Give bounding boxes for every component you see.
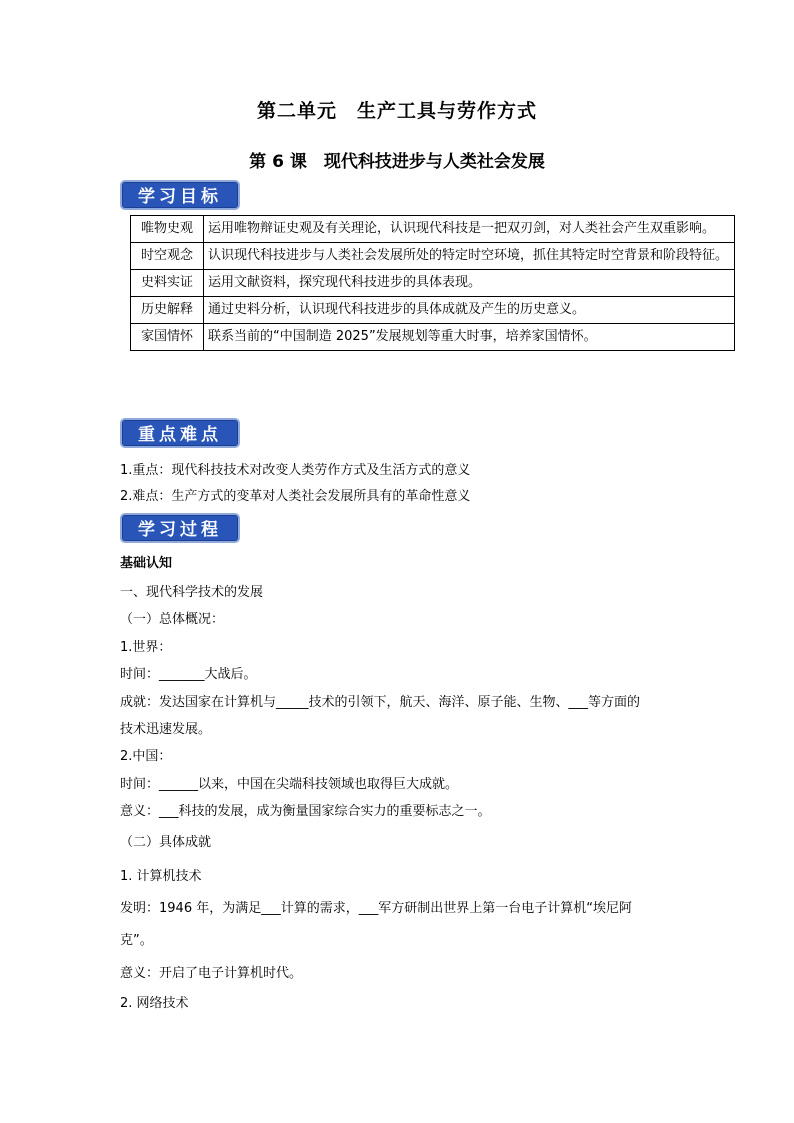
goal-key: 史料实证 xyxy=(131,270,204,297)
lesson-title: 第 6 课 现代科技进步与人类社会发展 xyxy=(249,152,545,172)
badge-learning-goals: 学习目标 xyxy=(120,180,240,210)
text-line: （一）总体概况： xyxy=(120,612,225,627)
text-line: 一、现代科学技术的发展 xyxy=(120,585,264,600)
text-line: 意义：开启了电子计算机时代。 xyxy=(120,966,303,981)
table-row xyxy=(131,243,735,270)
process-heading: 基础认知 xyxy=(120,556,173,571)
unit-title: 第二单元 生产工具与劳作方式 xyxy=(256,100,537,122)
goals-table xyxy=(130,215,735,351)
text-line: 技术迅速发展。 xyxy=(120,722,212,737)
key-point-1: 1.重点：现代科技技术对改变人类劳作方式及生活方式的意义 xyxy=(120,463,471,478)
goal-key: 家国情怀 xyxy=(131,324,204,351)
text-line: 意义：___科技的发展，成为衡量国家综合实力的重要标志之一。 xyxy=(120,804,491,819)
text-line: 克”。 xyxy=(120,933,153,948)
table-row xyxy=(131,324,735,351)
text-line: 时间：______以来，中国在尖端科技领域也取得巨大成就。 xyxy=(120,777,459,792)
text-line: 发明：1946 年，为满足___计算的需求，___军方研制出世界上第一台电子计算机“埃尼阿 xyxy=(120,901,632,916)
text-line: 2.中国： xyxy=(120,749,172,764)
goal-value: 通过史料分析，认识现代科技进步的具体成就及产生的历史意义。 xyxy=(204,297,735,324)
table-row xyxy=(131,216,735,243)
text-line: （二）具体成就 xyxy=(120,835,212,850)
key-point-2: 2.难点：生产方式的变革对人类社会发展所具有的革命性意义 xyxy=(120,489,471,504)
text-line: 1. 计算机技术 xyxy=(120,869,202,884)
goal-key: 历史解释 xyxy=(131,297,204,324)
goal-key: 唯物史观 xyxy=(131,216,204,243)
table-row xyxy=(131,297,735,324)
text-line: 成就：发达国家在计算机与_____技术的引领下，航天、海洋、原子能、生物、___等方面的 xyxy=(120,695,641,710)
goal-value: 联系当前的“中国制造 2025”发展规划等重大时事，培养家国情怀。 xyxy=(204,324,735,351)
text-line: 1.世界： xyxy=(120,640,172,655)
goal-value: 运用唯物辩证史观及有关理论，认识现代科技是一把双刃剑，对人类社会产生双重影响。 xyxy=(204,216,735,243)
badge-key-points: 重点难点 xyxy=(120,418,240,448)
badge-learning-process: 学习过程 xyxy=(120,513,240,543)
text-line: 2. 网络技术 xyxy=(120,996,189,1011)
text-line: 时间：_______大战后。 xyxy=(120,667,257,682)
goal-key: 时空观念 xyxy=(131,243,204,270)
table-row xyxy=(131,270,735,297)
goal-value: 认识现代科技进步与人类社会发展所处的特定时空环境，抓住其特定时空背景和阶段特征。 xyxy=(204,243,735,270)
goal-value: 运用文献资料，探究现代科技进步的具体表现。 xyxy=(204,270,735,297)
